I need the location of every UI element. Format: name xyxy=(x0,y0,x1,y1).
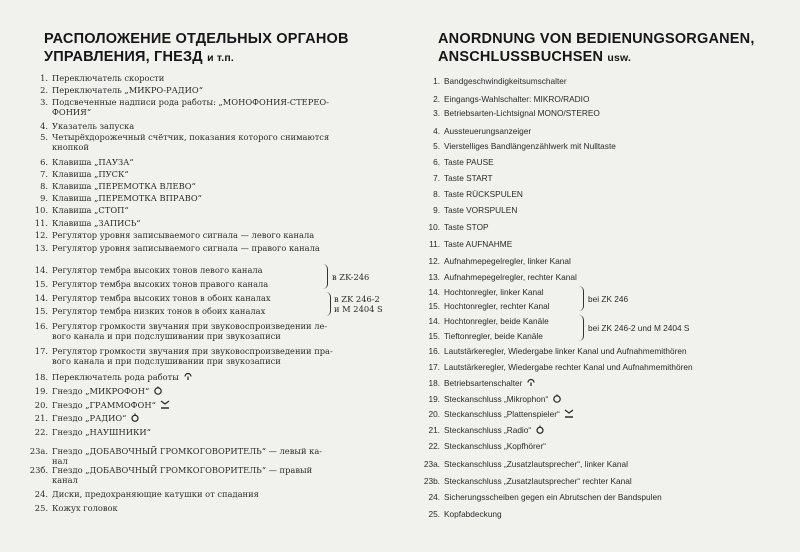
radio-icon xyxy=(564,409,574,418)
item-text: Гнездо „МИКРОФОН“ xyxy=(52,386,163,396)
item-number: 24. xyxy=(428,492,440,502)
item-text: Четырёхдорожечный счётчик, показания которого снимаются xyxy=(52,132,330,142)
grouping-brace xyxy=(322,264,328,289)
item-number: 11. xyxy=(429,239,440,249)
item-number: 3. xyxy=(433,108,440,118)
russian-title-line1: РАСПОЛОЖЕНИЕ ОТДЕЛЬНЫХ ОРГАНОВ xyxy=(44,31,349,47)
item-number: 18. xyxy=(34,372,48,382)
item-number: 6. xyxy=(40,157,48,167)
item-number: 8. xyxy=(433,189,440,199)
item-number: 19. xyxy=(428,394,440,404)
german-title xyxy=(438,30,755,67)
item-number: 22. xyxy=(428,441,440,451)
item-text: Клавиша „ПЕРЕМОТКА ВПРАВО“ xyxy=(52,193,202,203)
item-number: 5. xyxy=(433,141,440,151)
item-text: Клавиша „ПЕРЕМОТКА ВЛЕВО“ xyxy=(52,181,196,191)
item-text: Taste PAUSE xyxy=(444,157,494,167)
item-text: Lautstärkeregler, Wiedergabe rechter Kanal und Aufnahmemithören xyxy=(444,362,693,372)
item-text: Клавиша „ПУСК“ xyxy=(52,169,129,179)
russian-title xyxy=(44,30,349,67)
german-title-line2: ANSCHLUSSBUCHSEN xyxy=(438,49,604,65)
item-text: Vierstelliges Bandlängenzählwerk mit Nulltaste xyxy=(444,141,616,151)
item-number: 23б. xyxy=(29,465,48,475)
item-text: Гнездо „ГРАММОФОН“ xyxy=(52,400,170,410)
model-note: в ZK 246-2 xyxy=(334,294,380,304)
item-number: 5. xyxy=(40,132,48,142)
item-text: Клавиша „ЗАПИСЬ“ xyxy=(52,218,141,228)
item-text: Bandgeschwindigkeitsumschalter xyxy=(444,76,567,86)
item-number: 23a. xyxy=(423,459,440,469)
item-number: 16. xyxy=(428,346,440,356)
item-text: Taste STOP xyxy=(444,222,489,232)
item-text: вого канала и при подслушивании при звукозаписи xyxy=(52,356,281,366)
item-text: Диски, предохраняющие катушки от спадания xyxy=(52,489,259,499)
item-text: Steckanschluss „Zusatzlautsprecher“, linker Kanal xyxy=(444,459,628,469)
item-text: Taste VORSPULEN xyxy=(444,205,518,215)
radio-icon xyxy=(160,400,170,409)
grouping-brace xyxy=(578,315,584,341)
item-number: 13. xyxy=(428,272,440,282)
item-text: Hochtonregler, linker Kanal xyxy=(444,287,544,297)
item-number: 6. xyxy=(433,157,440,167)
grouping-brace xyxy=(325,292,331,316)
item-number: 2. xyxy=(40,85,48,95)
item-text: Steckanschluss „Radio“ xyxy=(444,425,545,435)
item-text: Гнездо „ДОБАВОЧНЫЙ ГРОМКОГОВОРИТЕЛЬ“ — правый xyxy=(52,465,313,475)
item-number: 17. xyxy=(34,346,48,356)
item-number: 25. xyxy=(34,503,48,513)
item-text: Kopfabdeckung xyxy=(444,509,502,519)
item-number: 14. xyxy=(34,265,48,275)
item-text: Sicherungsscheiben gegen ein Abrutschen der Bandspulen xyxy=(444,492,662,502)
headphones-icon xyxy=(535,425,545,434)
item-number: 4. xyxy=(433,126,440,136)
item-text: Eingangs-Wahlschalter: MIKRO/RADIO xyxy=(444,94,590,104)
item-text: Регулятор громкости звучания при звуковоспроизведении ле- xyxy=(52,321,328,331)
model-note: bei ZK 246 xyxy=(588,293,629,304)
item-text: Кожух головок xyxy=(52,503,118,513)
item-text: Регулятор уровня записываемого сигнала — правого канала xyxy=(52,243,320,253)
item-number: 1. xyxy=(40,73,48,83)
item-text: канал xyxy=(52,475,78,485)
item-number: 11. xyxy=(34,218,48,228)
item-text: Taste START xyxy=(444,173,493,183)
item-text: Регулятор уровня записываемого сигнала — левого канала xyxy=(52,230,315,240)
item-text: Гнездо „НАУШНИКИ“ xyxy=(52,427,151,437)
item-text: Переключатель скорости xyxy=(52,73,165,83)
item-number: 10. xyxy=(428,222,440,232)
item-text: Регулятор тембра высоких тонов в обоих каналах xyxy=(52,293,271,303)
item-number: 15. xyxy=(34,306,48,316)
gramophone-icon xyxy=(153,386,163,395)
item-text: Taste AUFNAHME xyxy=(444,239,513,249)
item-number: 17. xyxy=(428,362,440,372)
item-text: Steckanschluss „Plattenspieler“ xyxy=(444,409,574,419)
item-number: 24. xyxy=(34,489,48,499)
item-number: 23а. xyxy=(29,446,48,456)
item-number: 10. xyxy=(34,205,48,215)
item-text: Hochtonregler, rechter Kanal xyxy=(444,301,550,311)
item-number: 8. xyxy=(40,181,48,191)
item-text: кнопкой xyxy=(52,142,89,152)
item-text: Клавиша „ПАУЗА“ xyxy=(52,157,134,167)
model-note: и М 2404 S xyxy=(334,304,383,314)
gramophone-icon xyxy=(552,394,562,403)
item-text: Steckanschluss „Mikrophon“ xyxy=(444,394,562,404)
item-text: Регулятор тембра высоких тонов левого канала xyxy=(52,265,263,275)
item-text: Taste RÜCKSPULEN xyxy=(444,189,523,199)
item-text: Steckanschluss „Zusatzlautsprecher“ rechter Kanal xyxy=(444,476,632,486)
item-number: 3. xyxy=(40,97,48,107)
item-text: Подсвеченные надписи рода работы: „МОНОФОНИЯ-СТЕРЕО- xyxy=(52,97,329,107)
item-text: Aufnahmepegelregler, rechter Kanal xyxy=(444,272,577,282)
item-number: 13. xyxy=(34,243,48,253)
item-number: 15. xyxy=(34,279,48,289)
microphone-icon xyxy=(526,378,536,387)
item-number: 1. xyxy=(433,76,440,86)
item-number: 4. xyxy=(40,121,48,131)
item-number: 12. xyxy=(34,230,48,240)
item-number: 7. xyxy=(40,169,48,179)
item-number: 15. xyxy=(428,301,440,311)
item-number: 22. xyxy=(34,427,48,437)
item-text: Регулятор громкости звучания при звуковоспроизведении пра- xyxy=(52,346,333,356)
item-number: 14. xyxy=(34,293,48,303)
item-text: Steckanschluss „Kopfhörer“ xyxy=(444,441,546,451)
microphone-icon xyxy=(183,372,193,381)
item-text: ФОНИЯ“ xyxy=(52,107,92,117)
item-number: 7. xyxy=(433,173,440,183)
item-text: Гнездо „РАДИО“ xyxy=(52,413,140,423)
model-note: в ZK-246 xyxy=(332,271,370,282)
item-text: Lautstärkeregler, Wiedergabe linker Kanal und Aufnahmemithören xyxy=(444,346,687,356)
item-text: Hochtonregler, beide Kanäle xyxy=(444,316,549,326)
item-number: 20. xyxy=(428,409,440,419)
russian-title-line2: УПРАВЛЕНИЯ, ГНЕЗД xyxy=(44,49,203,65)
item-text: Betriebsartenschalter xyxy=(444,378,536,388)
item-text: Переключатель „МИКРО-РАДИО“ xyxy=(52,85,203,95)
item-number: 15. xyxy=(428,331,440,341)
item-text: Aufnahmepegelregler, linker Kanal xyxy=(444,256,571,266)
item-number: 21. xyxy=(428,425,440,435)
item-number: 2. xyxy=(433,94,440,104)
item-number: 14. xyxy=(428,316,440,326)
item-text: Betriebsarten-Lichtsignal MONO/STEREO xyxy=(444,108,600,118)
item-text: Переключатель рода работы xyxy=(52,372,193,382)
model-note: bei ZK 246-2 und M 2404 S xyxy=(588,323,690,333)
item-text: вого канала и при подслушивании при звукозаписи xyxy=(52,331,281,341)
item-number: 16. xyxy=(34,321,48,331)
item-number: 14. xyxy=(428,287,440,297)
headphones-icon xyxy=(130,413,140,422)
item-number: 25. xyxy=(428,509,440,519)
item-number: 9. xyxy=(40,193,48,203)
grouping-brace xyxy=(578,286,584,311)
german-title-suffix: usw. xyxy=(607,52,632,64)
item-number: 12. xyxy=(428,256,440,266)
russian-title-suffix: и т.п. xyxy=(207,52,235,64)
item-text: Регулятор тембра высоких тонов правого канала xyxy=(52,279,269,289)
item-number: 18. xyxy=(428,378,440,388)
item-text: Гнездо „ДОБАВОЧНЫЙ ГРОМКОГОВОРИТЕЛЬ“ — левый ка- xyxy=(52,446,323,456)
item-text: нал xyxy=(52,456,68,466)
item-text: Регулятор тембра низких тонов в обоих каналах xyxy=(52,306,266,316)
german-title-line1: ANORDNUNG VON BEDIENUNGSORGANEN, xyxy=(438,31,755,47)
item-number: 20. xyxy=(34,400,48,410)
item-text: Tieftonregler, beide Kanäle xyxy=(444,331,543,341)
item-number: 19. xyxy=(34,386,48,396)
item-text: Aussteuerungsanzeiger xyxy=(444,126,532,136)
item-number: 21. xyxy=(34,413,48,423)
item-text: Клавиша „СТОП“ xyxy=(52,205,129,215)
item-number: 23b. xyxy=(423,476,440,486)
item-text: Указатель запуска xyxy=(52,121,135,131)
item-number: 9. xyxy=(433,205,440,215)
